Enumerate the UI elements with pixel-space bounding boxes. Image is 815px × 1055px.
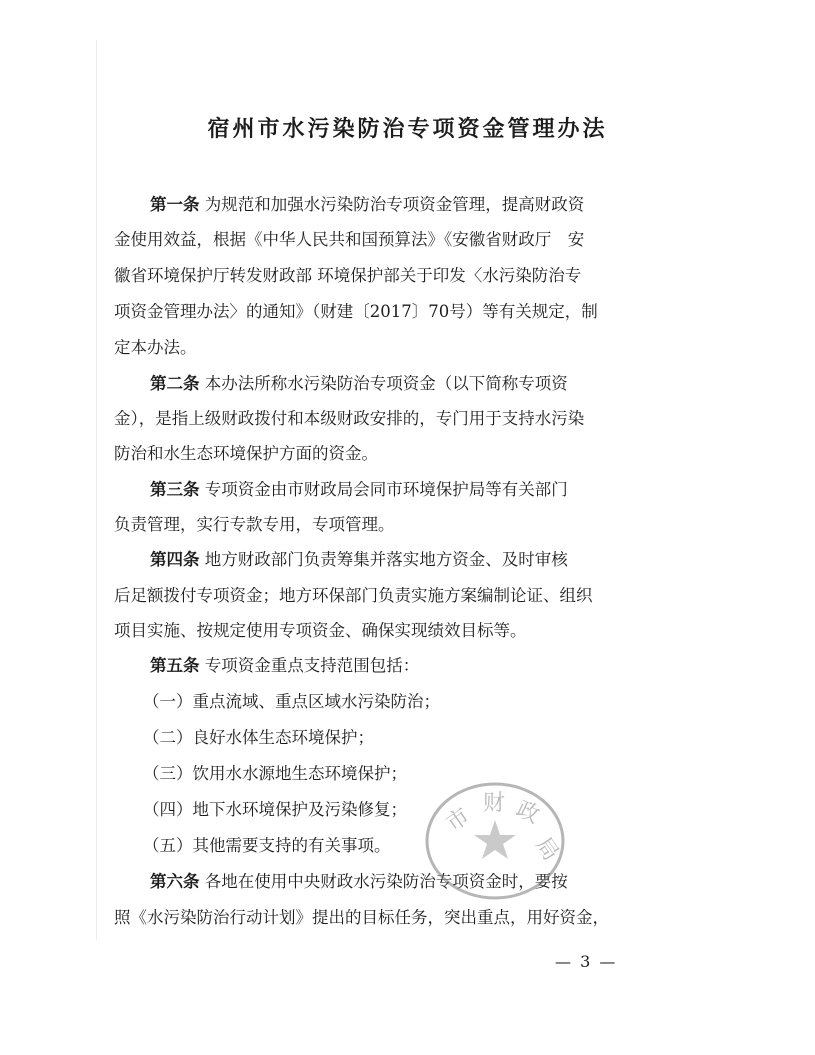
article-1-label: 第一条	[150, 195, 200, 214]
text-line: 负责管理，实行专款专用，专项管理。	[114, 515, 395, 534]
page-edge	[96, 40, 97, 940]
article-4-label: 第四条	[150, 550, 200, 569]
article-3-first-line	[150, 480, 568, 500]
article-3-text: 专项资金由市财政局会同市环境保护局等有关部门	[204, 480, 568, 499]
text-line: 徽省环境保护厅转发财政部 环境保护部关于印发〈水污染防治专	[114, 266, 582, 285]
article-5-text: 专项资金重点支持范围包括：	[204, 656, 420, 675]
text-line: 定本办法。	[114, 338, 197, 357]
article-1-first-line	[150, 195, 584, 215]
text-line: 金），是指上级财政拨付和本级财政安排的，专门用于支持水污染	[114, 409, 585, 428]
article-5-first-line	[150, 656, 419, 676]
list-item: （二）良好水体生态环境保护；	[143, 728, 374, 747]
text-line: 金使用效益，根据《中华人民共和国预算法》《安徽省财政厅 安	[114, 230, 585, 249]
article-6-label: 第六条	[150, 872, 200, 891]
article-3-label: 第三条	[150, 480, 200, 499]
article-2-first-line	[150, 374, 568, 394]
article-1-text: 为规范和加强水污染防治专项资金管理，提高财政资	[204, 195, 585, 214]
text-line: 照《水污染防治行动计划》提出的目标任务，突出重点，用好资金，	[114, 908, 609, 927]
list-item: （三）饮用水水源地生态环境保护；	[143, 764, 407, 783]
article-2-text: 本办法所称水污染防治专项资金（以下简称专项资	[204, 374, 568, 393]
text-line: 项目实施、按规定使用专项资金、确保实现绩效目标等。	[114, 621, 527, 640]
article-6-text: 各地在使用中央财政水污染防治专项资金时，要按	[204, 872, 568, 891]
list-item: （五）其他需要支持的有关事项。	[143, 836, 391, 855]
page-number: — 3 —	[555, 952, 618, 971]
article-4-first-line	[150, 550, 568, 570]
list-item: （一）重点流域、重点区域水污染防治；	[143, 692, 440, 711]
text-line: 项资金管理办法〉的通知》（财建〔2017〕70号）等有关规定，制	[114, 302, 598, 321]
article-4-text: 地方财政部门负责筹集并落实地方资金、及时审核	[204, 550, 568, 569]
text-line: 防治和水生态环境保护方面的资金。	[114, 444, 378, 463]
text-line: 后足额拨付专项资金；地方环保部门负责实施方案编制论证、组织	[114, 586, 593, 605]
article-5-label: 第五条	[150, 656, 200, 675]
list-item: （四）地下水环境保护及污染修复；	[143, 800, 407, 819]
svg-text:局: 局	[530, 833, 564, 866]
svg-text:政: 政	[512, 796, 543, 829]
article-6-first-line	[150, 872, 568, 892]
page-title: 宿州市水污染防治专项资金管理办法	[207, 116, 608, 142]
svg-text:市: 市	[442, 803, 475, 837]
svg-text:财: 财	[483, 791, 506, 816]
article-2-label: 第二条	[150, 374, 200, 393]
